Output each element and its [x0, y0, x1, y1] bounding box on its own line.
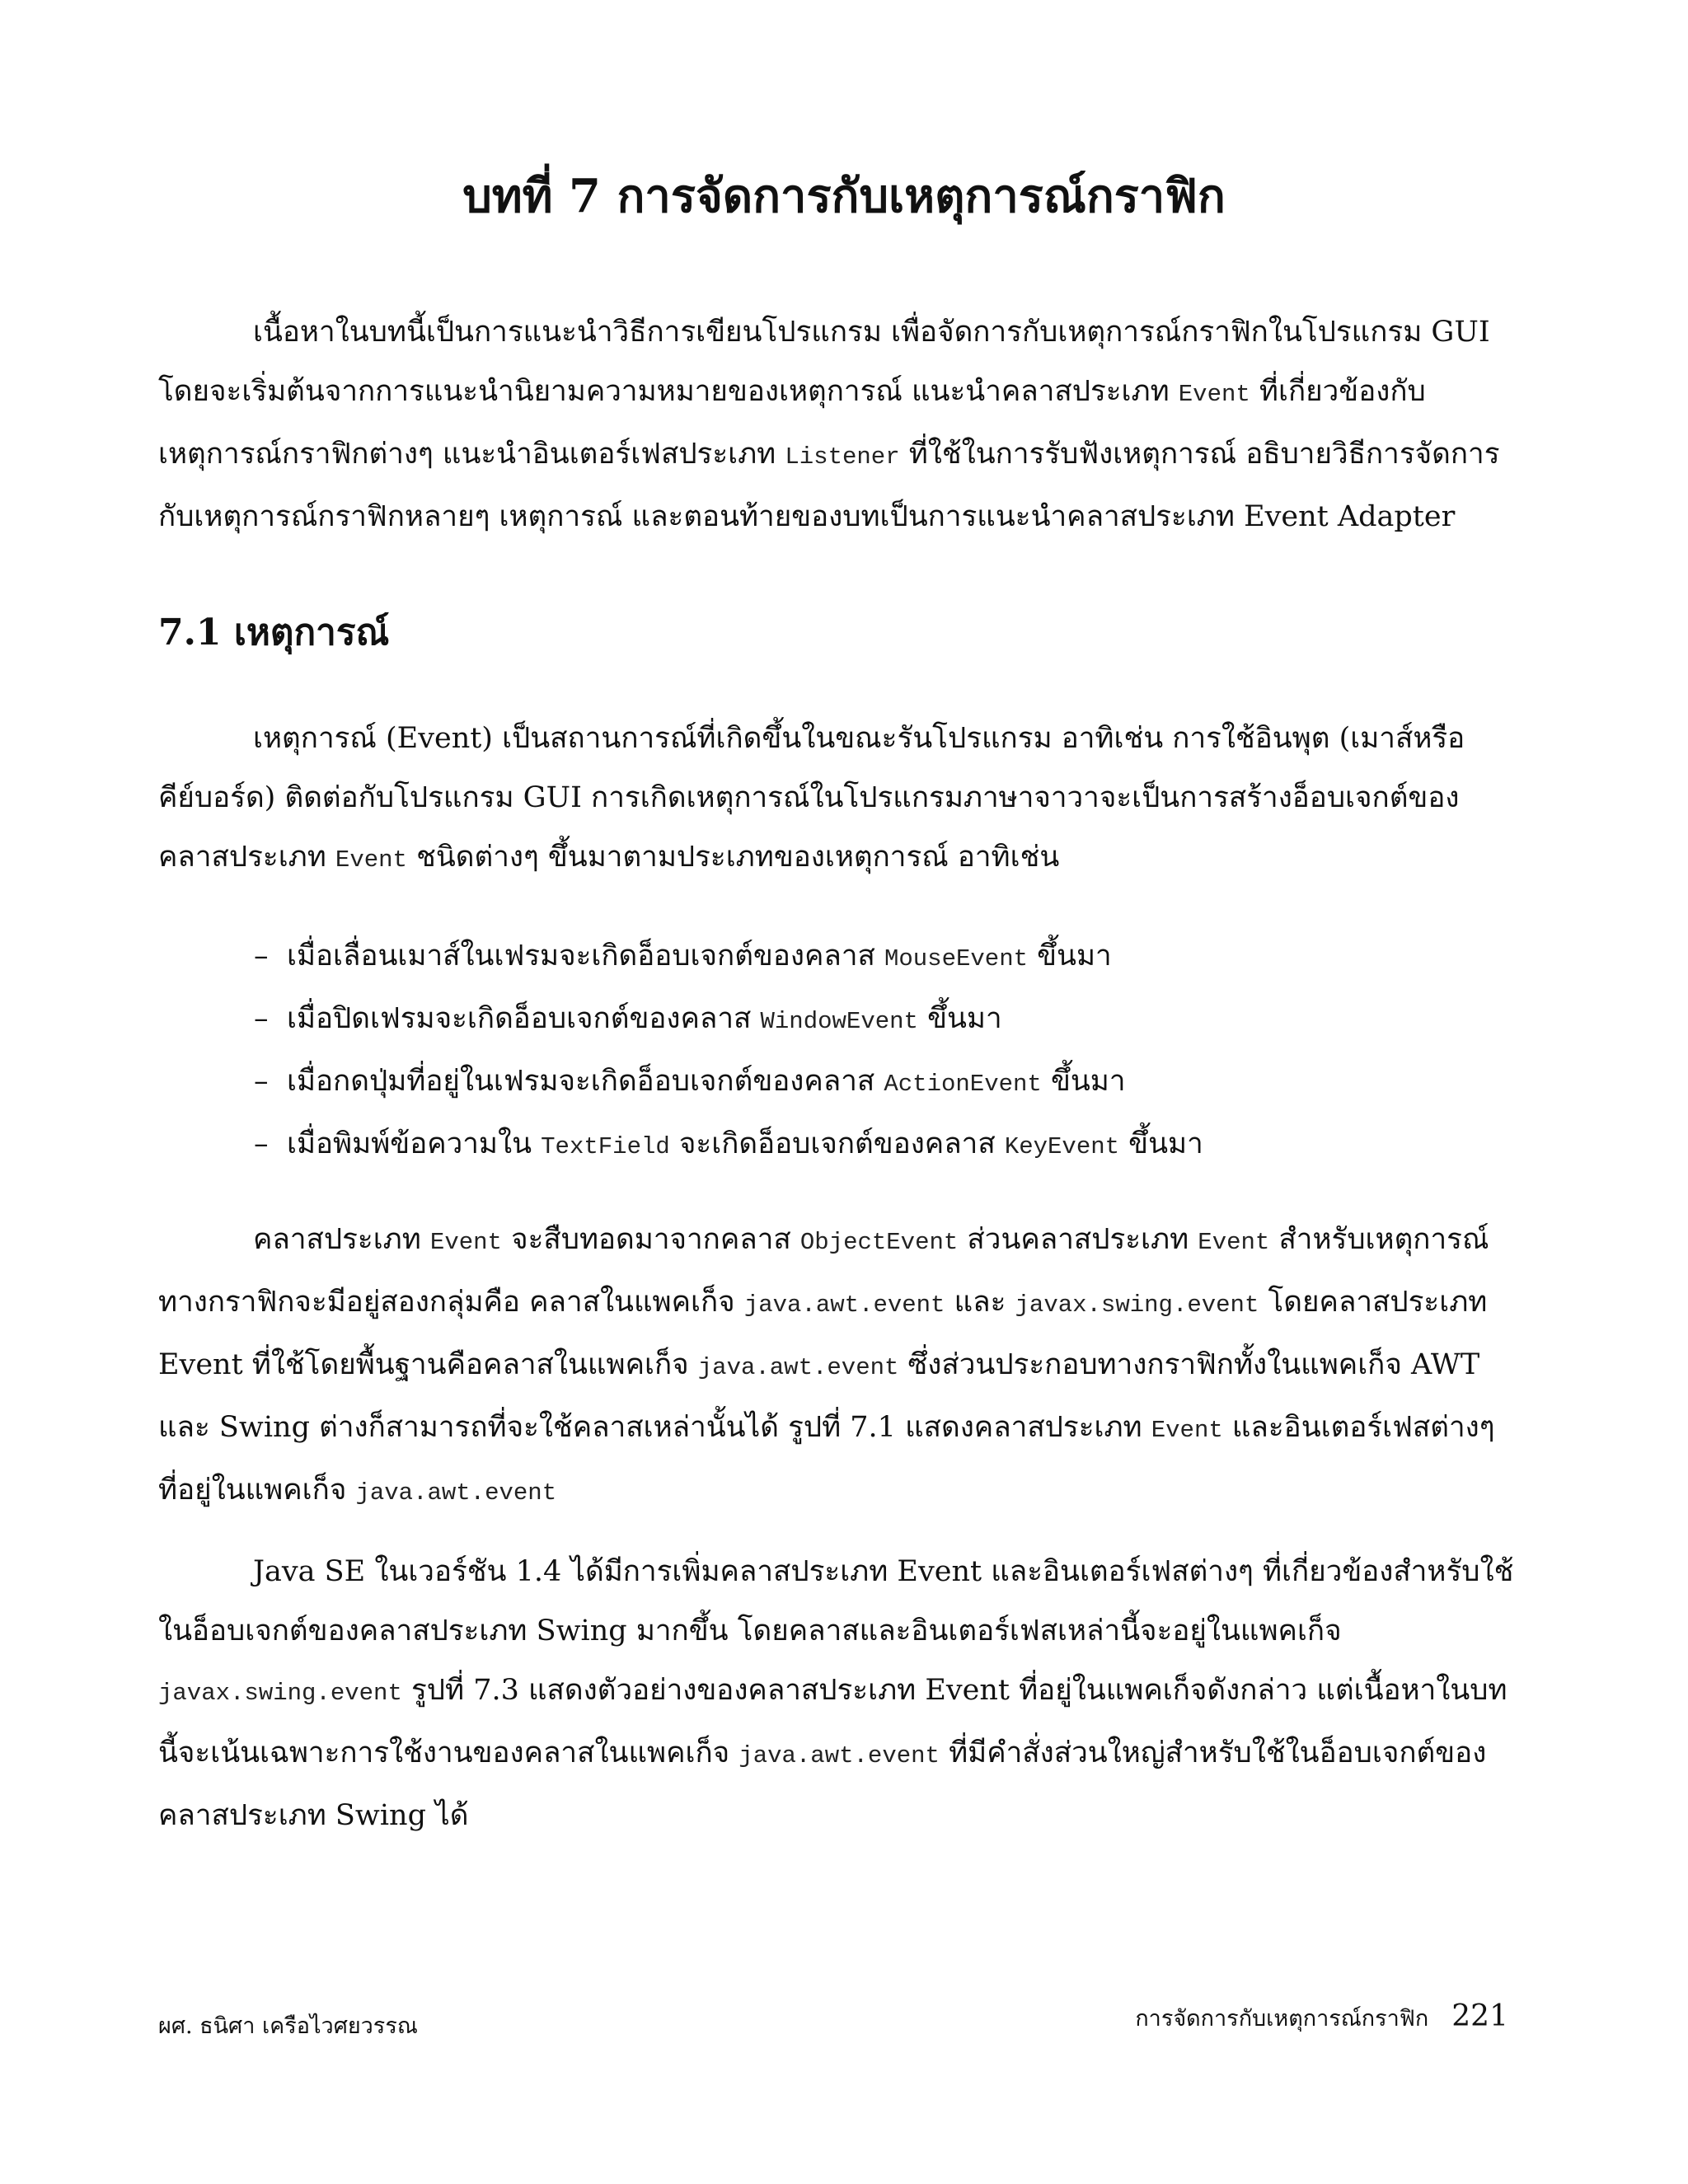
p2-text: ส่วนคลาสประเภท	[958, 1223, 1198, 1256]
p2-code: ObjectEvent	[799, 1229, 959, 1256]
p2-text: และ	[945, 1286, 1015, 1319]
p2-text: ซึ่งส่วนประกอบทางกราฟิกทั้งในแพคเก็จ AWT และ Swing ต่างก็สามารถที่จะใช้คลาสเหล่านั้นได้ รูปที่ 7.1 แสดงคลาสประเภท	[158, 1348, 1480, 1444]
list-item-text: ขึ้นมา	[917, 1002, 1002, 1035]
p1-code-event: Event	[335, 846, 407, 874]
list-item-text: เมื่อกดปุ่มที่อยู่ในเฟรมจะเกิดอ็อบเจกต์ของคลาส	[287, 1065, 884, 1098]
footer-chapter-name: การจัดการกับเหตุการณ์กราฟิก	[1135, 2006, 1429, 2032]
intro-text-2: ที่เกี่ยวข้องกับเหตุการณ์กราฟิกต่างๆ แนะนำอินเตอร์เฟสประเภท	[158, 375, 1426, 471]
list-item-text: ขึ้นมา	[1028, 940, 1112, 972]
intro-paragraph	[158, 302, 1518, 546]
list-item-code: MouseEvent	[884, 945, 1028, 972]
chapter-title: บทที่ 7 การจัดการกับเหตุการณ์กราฟิก	[462, 169, 1226, 223]
p3-text: ที่มีคำสั่งส่วนใหญ่สำหรับใช้ในอ็อบเจกต์ของคลาสประเภท Swing ได้	[158, 1736, 1487, 1832]
footer-chapter-info	[1135, 1999, 1508, 2036]
list-item	[254, 1052, 1490, 1114]
list-item-text: เมื่อพิมพ์ข้อความใน	[287, 1127, 542, 1160]
p2-text: คลาสประเภท	[253, 1223, 430, 1256]
list-item	[254, 989, 1490, 1052]
dash-bullet: –	[254, 1002, 269, 1035]
p2-code: javax.swing.event	[1015, 1291, 1259, 1319]
list-item-text: ขึ้นมา	[1119, 1127, 1203, 1160]
intro-code-event: Event	[1178, 381, 1250, 408]
p2-code: Event	[1151, 1417, 1223, 1444]
list-item-text: ขึ้นมา	[1041, 1065, 1126, 1098]
section-title: 7.1 เหตุการณ์	[158, 612, 390, 654]
intro-code-listener: Listener	[785, 443, 900, 471]
p2-code: java.awt.event	[355, 1479, 557, 1507]
list-item	[254, 926, 1490, 989]
p3-text: Java SE ในเวอร์ชัน 1.4 ได้มีการเพิ่มคลาสประเภท Event และอินเตอร์เฟสต่างๆ ที่เกี่ยวข้องสำหรับใช้ในอ็อบเจกต์ของคลาสประเภท Swing มากขึ้น โดยคลาสและอินเตอร์เฟสเหล่านี้จะอยู่ในแพคเก็จ	[158, 1555, 1514, 1647]
list-item-code: KeyEvent	[1004, 1133, 1120, 1160]
footer-author: ผศ. ธนิศา เครือไวศยวรรณ	[158, 2013, 418, 2039]
intro-text-1: เนื้อหาในบทนี้เป็นการแนะนำวิธีการเขียนโปรแกรม เพื่อจัดการกับเหตุการณ์กราฟิกในโปรแกรม GUI โดยจะเริ่มต้นจากการแนะนำนิยามความหมายของเหตุการณ์ แนะนำคลาสประเภท	[158, 316, 1490, 408]
p2-code: Event	[1198, 1229, 1270, 1256]
list-item-code: ActionEvent	[884, 1071, 1042, 1098]
list-item	[254, 1114, 1490, 1177]
p2-text: โดยคลาสประเภท Event ที่ใช้โดยพื้นฐานคือคลาสในแพคเก็จ	[158, 1286, 1488, 1381]
page-number: 221	[1451, 1999, 1508, 2033]
p2-text: จะสืบทอดมาจากคลาส	[501, 1223, 800, 1256]
event-classes-paragraph	[158, 1210, 1518, 1523]
list-item-text: จะเกิดอ็อบเจกต์ของคลาส	[669, 1127, 1005, 1160]
list-item-code: TextField	[541, 1133, 670, 1160]
p1-text-2: ชนิดต่างๆ ขึ้นมาตามประเภทของเหตุการณ์ อาทิเช่น	[406, 841, 1060, 874]
p2-code: java.awt.event	[743, 1291, 945, 1319]
p3-text: รูปที่ 7.3 แสดงตัวอย่างของคลาสประเภท Event ที่อยู่ในแพคเก็จดังกล่าว แต่เนื้อหาในบทนี้จะเน้นเฉพาะการใช้งานของคลาสในแพคเก็จ	[158, 1674, 1507, 1769]
event-examples-list	[254, 926, 1490, 1177]
intro-text-3: ที่ใช้ในการรับฟังเหตุการณ์ อธิบายวิธีการจัดการกับเหตุการณ์กราฟิกหลายๆ เหตุการณ์ และตอนท้ายของบทเป็นการแนะนำคลาสประเภท Event Adapter	[158, 438, 1500, 533]
p1-text-1: เหตุการณ์ (Event) เป็นสถานการณ์ที่เกิดขึ้นในขณะรันโปรแกรม อาทิเช่น การใช้อินพุต (เมาส์หรือคีย์บอร์ด) ติดต่อกับโปรแกรม GUI การเกิดเหตุการณ์ในโปรแกรมภาษาจาวาจะเป็นการสร้างอ็อบเจกต์ของคลาสประเภท	[158, 722, 1465, 874]
p2-code: java.awt.event	[697, 1354, 899, 1381]
event-definition-paragraph	[158, 709, 1518, 890]
list-item-text: เมื่อปิดเฟรมจะเกิดอ็อบเจกต์ของคลาส	[287, 1002, 761, 1035]
dash-bullet: –	[254, 1065, 269, 1098]
dash-bullet: –	[254, 1127, 269, 1160]
swing-events-paragraph	[158, 1542, 1518, 1845]
list-item-text: เมื่อเลื่อนเมาส์ในเฟรมจะเกิดอ็อบเจกต์ของคลาส	[287, 940, 884, 972]
list-item-code: WindowEvent	[760, 1008, 918, 1035]
p2-text: สำหรับเหตุการณ์ทางกราฟิกจะมีอยู่สองกลุ่มคือ คลาสในแพคเก็จ	[158, 1223, 1489, 1319]
dash-bullet: –	[254, 940, 269, 972]
p2-text: และอินเตอร์เฟสต่างๆ ที่อยู่ในแพคเก็จ	[158, 1411, 1495, 1507]
p3-code: javax.swing.event	[158, 1680, 402, 1707]
p3-code: java.awt.event	[738, 1742, 940, 1769]
p2-code: Event	[429, 1229, 502, 1256]
